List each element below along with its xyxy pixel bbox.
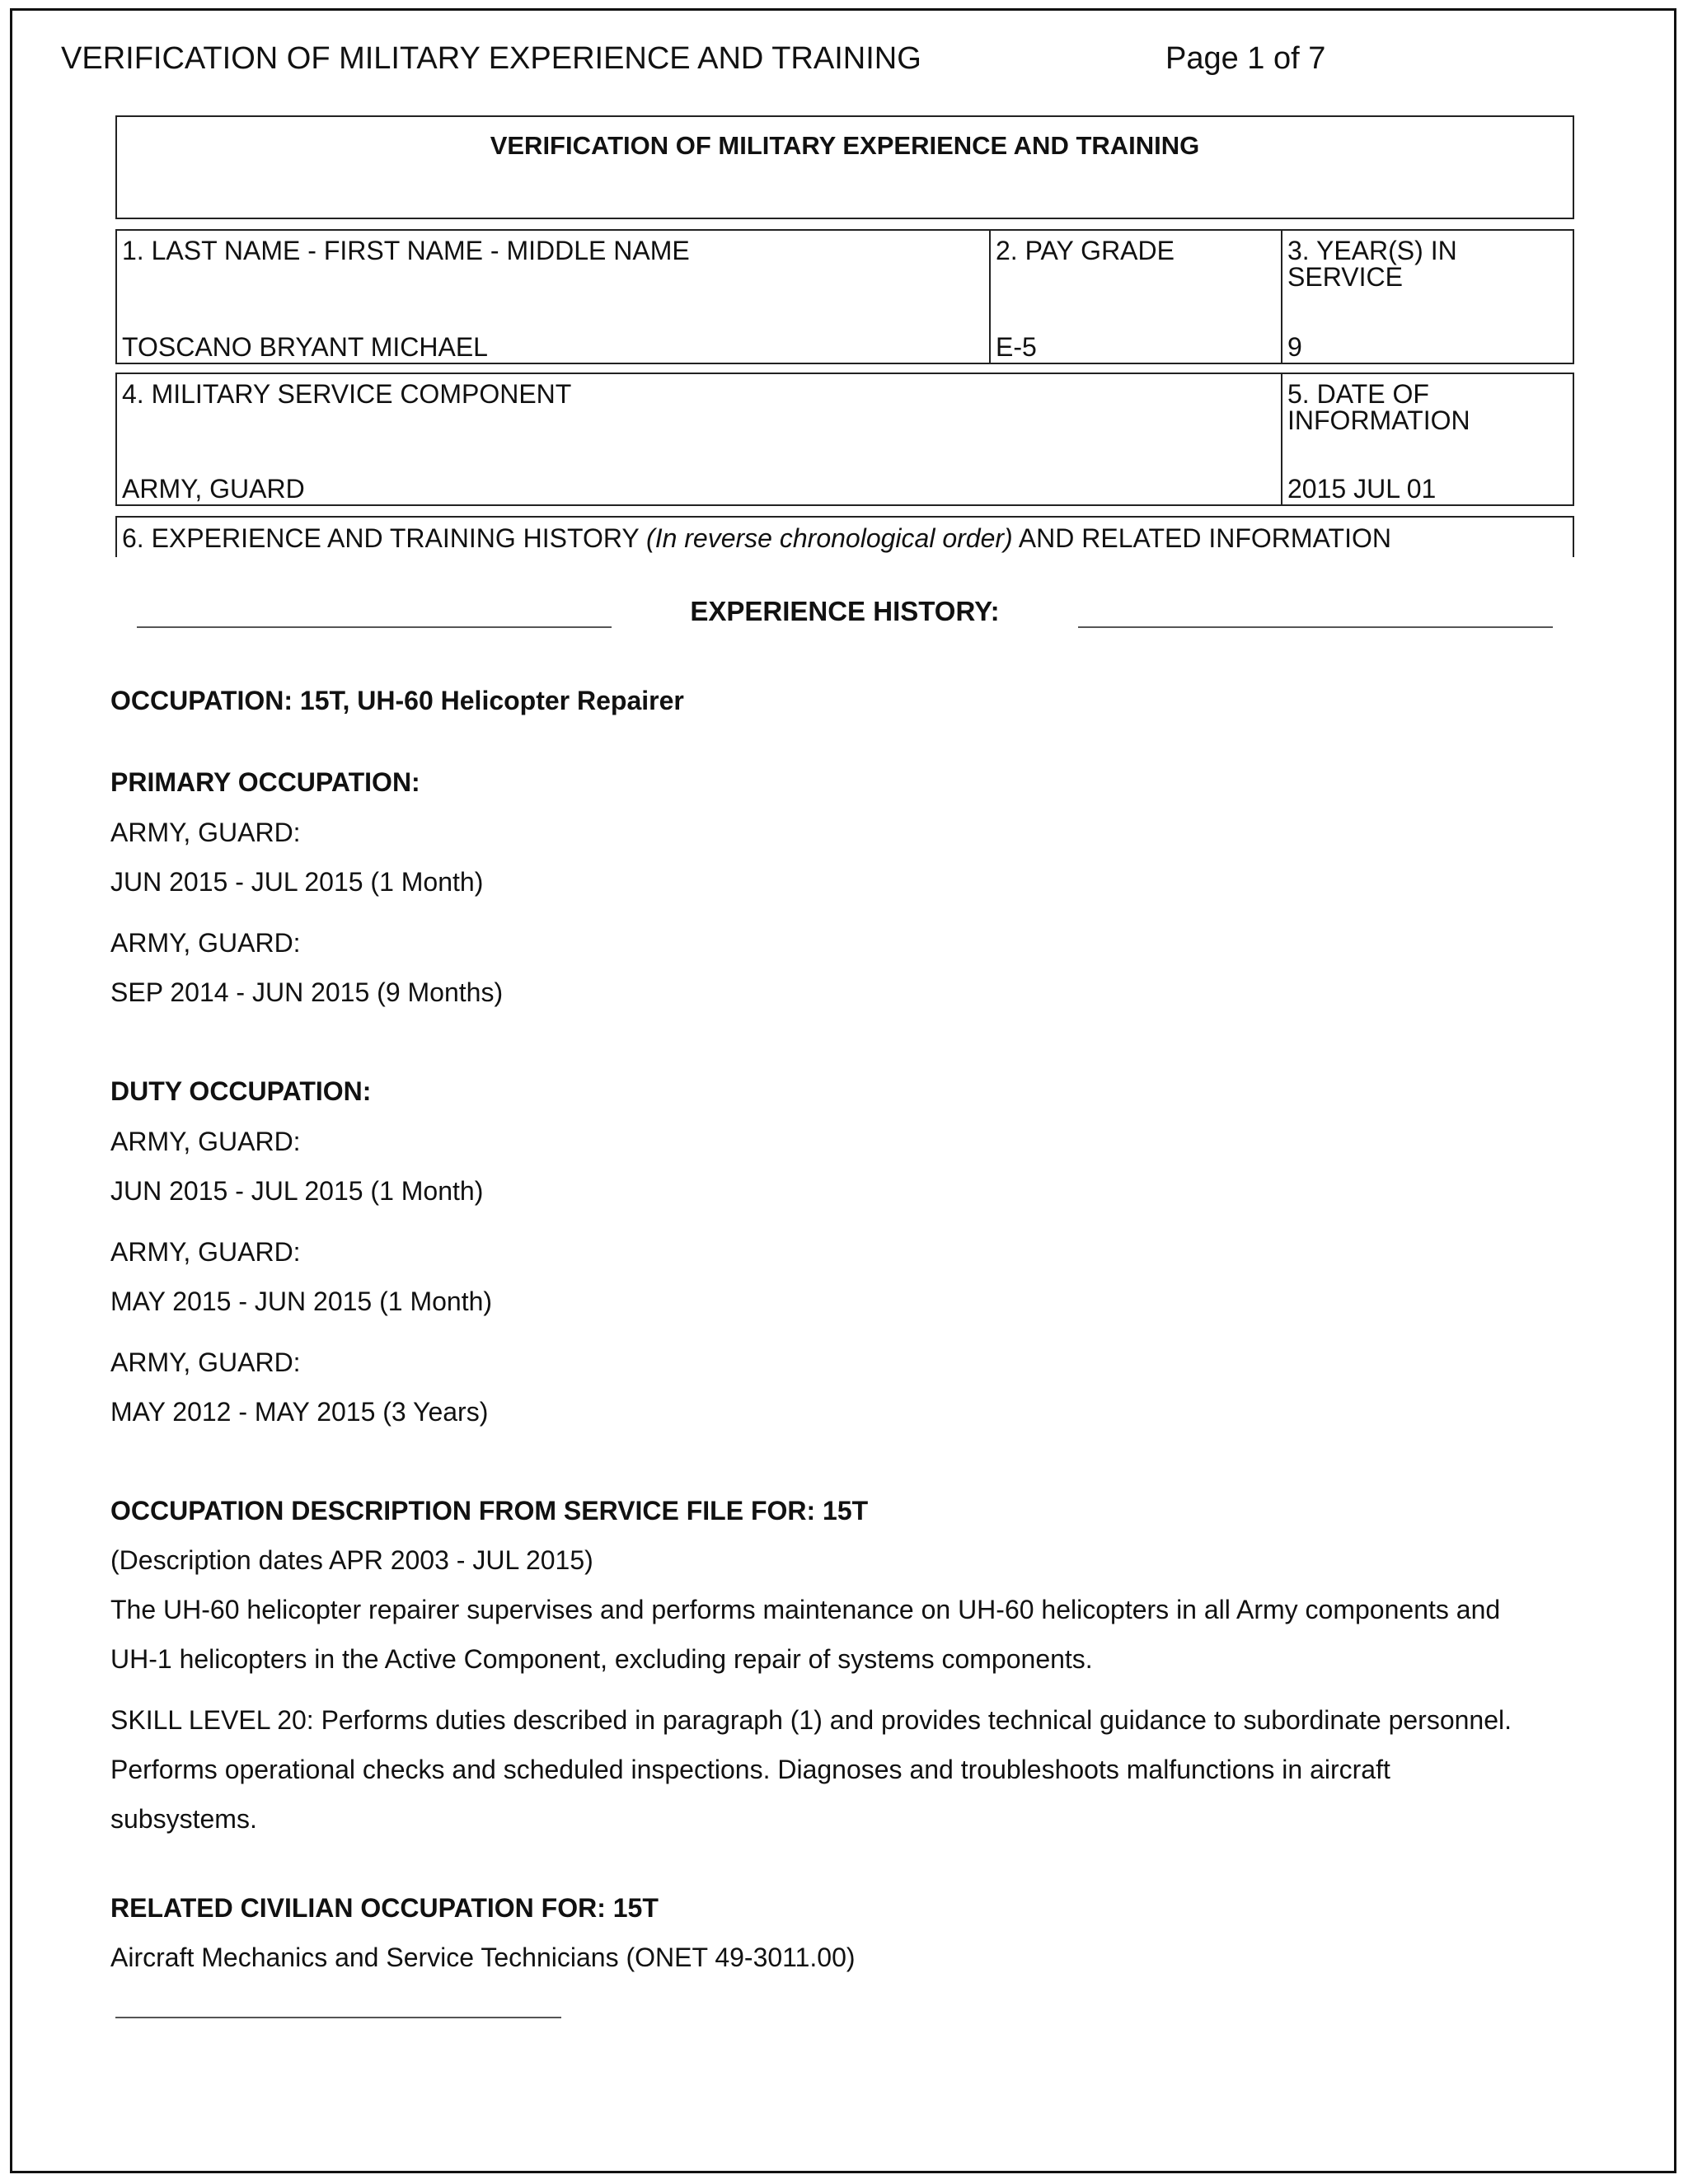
- duty-entry-3-component: ARMY, GUARD:: [110, 1347, 301, 1377]
- description-dates: (Description dates APR 2003 - JUL 2015): [110, 1545, 593, 1575]
- description-paragraph-2-line-2: Performs operational checks and scheduled inspections. Diagnoses and troubleshoots malfunctions in aircraft: [110, 1755, 1390, 1784]
- description-paragraph-1-line-2: UH-1 helicopters in the Active Component, excluding repair of systems components.: [110, 1644, 1093, 1674]
- divider-rule-right: [1078, 626, 1553, 628]
- running-header-title: VERIFICATION OF MILITARY EXPERIENCE AND TRAINING: [61, 41, 921, 76]
- service-component-value: ARMY, GUARD: [122, 474, 305, 504]
- years-in-service-value: 9: [1287, 332, 1302, 362]
- pay-grade-field: [989, 229, 1282, 364]
- description-paragraph-1-line-1: The UH-60 helicopter repairer supervises and performs maintenance on UH-60 helicopters in all Army components and: [110, 1595, 1501, 1624]
- duty-entry-2-period: MAY 2015 - JUN 2015 (1 Month): [110, 1286, 493, 1316]
- years-label-line2: SERVICE: [1287, 262, 1403, 292]
- form-title: VERIFICATION OF MILITARY EXPERIENCE AND TRAINING: [490, 131, 1200, 160]
- page-number: Page 1 of 7: [1165, 41, 1326, 76]
- occupation-description-heading: OCCUPATION DESCRIPTION FROM SERVICE FILE FOR: 15T: [110, 1496, 869, 1526]
- experience-history-heading: EXPERIENCE HISTORY:: [690, 596, 1000, 626]
- primary-entry-2-component: ARMY, GUARD:: [110, 928, 301, 958]
- duty-occupation-heading: DUTY OCCUPATION:: [110, 1076, 372, 1106]
- pay-grade-value: E-5: [996, 332, 1037, 362]
- footnote-rule: [115, 2017, 561, 2018]
- name-value: TOSCANO BRYANT MICHAEL: [122, 332, 488, 362]
- history-label-end: AND RELATED INFORMATION: [1012, 523, 1391, 553]
- history-label-italic: (In reverse chronological order): [646, 523, 1013, 553]
- primary-entry-2-period: SEP 2014 - JUN 2015 (9 Months): [110, 977, 504, 1007]
- occupation-title: OCCUPATION: 15T, UH-60 Helicopter Repairer: [110, 686, 684, 715]
- divider-rule-left: [137, 626, 612, 628]
- years-label-line1: 3. YEAR(S) IN: [1287, 236, 1457, 265]
- duty-entry-3-period: MAY 2012 - MAY 2015 (3 Years): [110, 1397, 489, 1427]
- pay-grade-label: 2. PAY GRADE: [996, 236, 1175, 265]
- date-label-line1: 5. DATE OF: [1287, 379, 1429, 409]
- date-of-information-label: [1287, 381, 1470, 434]
- civilian-occupation-heading: RELATED CIVILIAN OCCUPATION FOR: 15T: [110, 1893, 659, 1923]
- history-label-start: 6. EXPERIENCE AND TRAINING HISTORY: [122, 523, 647, 553]
- duty-entry-2-component: ARMY, GUARD:: [110, 1237, 301, 1267]
- date-of-information-value: 2015 JUL 01: [1287, 474, 1437, 504]
- date-label-line2: INFORMATION: [1287, 405, 1470, 435]
- civilian-occupation-value: Aircraft Mechanics and Service Technicians (ONET 49-3011.00): [110, 1943, 856, 1972]
- description-paragraph-2-line-1: SKILL LEVEL 20: Performs duties described in paragraph (1) and provides technical guidance to subordinate personnel.: [110, 1705, 1512, 1735]
- name-label: 1. LAST NAME - FIRST NAME - MIDDLE NAME: [122, 236, 690, 265]
- history-header-box: [115, 516, 1574, 557]
- description-paragraph-2-line-3: subsystems.: [110, 1804, 257, 1834]
- date-of-information-field: [1281, 373, 1574, 506]
- years-in-service-label: [1287, 237, 1457, 290]
- primary-occupation-heading: PRIMARY OCCUPATION:: [110, 767, 420, 797]
- form-title-box: [115, 115, 1574, 219]
- service-component-label: 4. MILITARY SERVICE COMPONENT: [122, 379, 572, 409]
- service-component-field: [115, 373, 1282, 506]
- history-label: [122, 524, 1391, 552]
- years-in-service-field: [1281, 229, 1574, 364]
- name-field: [115, 229, 991, 364]
- duty-entry-1-period: JUN 2015 - JUL 2015 (1 Month): [110, 1176, 484, 1206]
- primary-entry-1-component: ARMY, GUARD:: [110, 818, 301, 847]
- primary-entry-1-period: JUN 2015 - JUL 2015 (1 Month): [110, 867, 484, 897]
- duty-entry-1-component: ARMY, GUARD:: [110, 1127, 301, 1156]
